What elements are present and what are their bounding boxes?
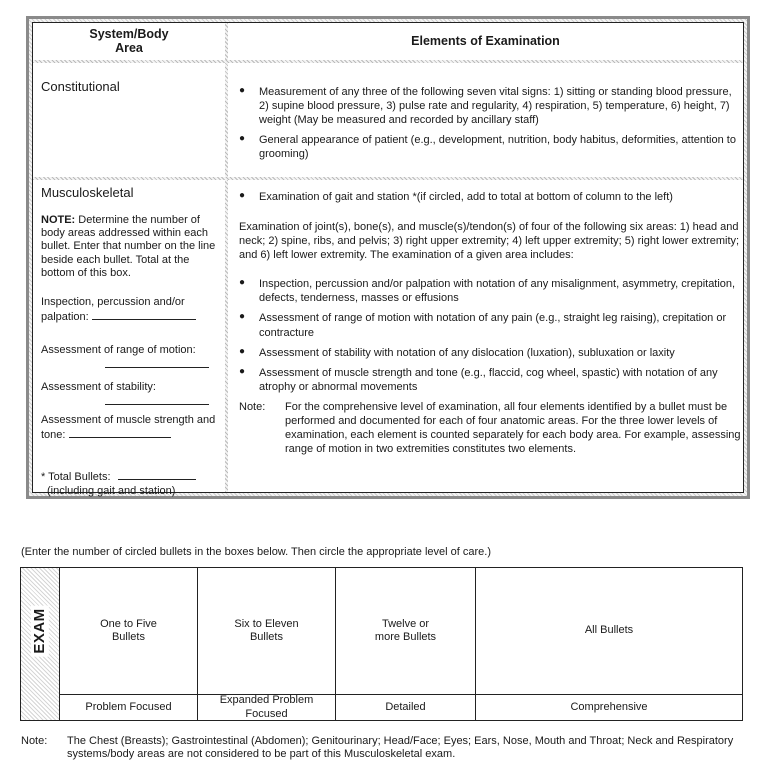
system-title-musculoskeletal: Musculoskeletal <box>41 185 134 200</box>
column-divider <box>225 23 228 492</box>
row-divider <box>33 177 743 180</box>
musculoskeletal-note <box>41 214 219 280</box>
field-total-bullets <box>41 470 221 499</box>
field-stability <box>41 381 221 410</box>
note-label: Note: <box>239 400 266 413</box>
field-inspection <box>41 296 221 325</box>
count-box-six-to-eleven[interactable]: Six to Eleven Bullets <box>234 617 299 643</box>
blank-line[interactable] <box>118 470 196 480</box>
count-box-one-to-five[interactable]: One to Five Bullets <box>100 617 157 643</box>
note-text: For the comprehensive level of examination, all four elements identified by a bullet must be performed and documented for each of four anatomic areas. For the three lower levels of examination, each element is counted separately for each body area. For example, assessing range of motion in two extremities constitutes two elements. <box>285 400 741 456</box>
bullet-general-appearance: ● General appearance of patient (e.g., development, nutrition, body habitus, deformities, attention to grooming) <box>239 133 743 161</box>
exam-elements-table-inner <box>32 22 744 497</box>
system-title-constitutional: Constitutional <box>41 79 120 94</box>
bullet-stability: ● Assessment of stability with notation of any dislocation (luxation), subluxation or laxity <box>239 346 743 360</box>
constitutional-elements <box>239 85 743 167</box>
note-text: Determine the number of body areas addressed within each bullet. Enter that number on the line beside each bullet. Total at the bottom of this box. <box>41 214 216 279</box>
field-label: Assessment of range of motion: <box>41 344 196 356</box>
field-muscle-strength <box>41 414 221 443</box>
blank-line[interactable] <box>105 395 209 405</box>
level-comprehensive[interactable]: Comprehensive <box>570 700 648 713</box>
header-divider <box>33 60 743 63</box>
musculoskeletal-elements <box>239 190 743 456</box>
blank-line[interactable] <box>69 428 171 438</box>
blank-line[interactable] <box>92 310 196 320</box>
bullet-vital-signs: ● Measurement of any three of the following seven vital signs: 1) sitting or standing blood pressure, 2) supine blood pressure, 3) pulse rate and regularity, 4) respiration, 5) temperature, 6) height, 7) weight (May be measured and recorded by ancillary staff) <box>239 85 743 127</box>
total-sublabel: (including gait and station) <box>47 484 176 497</box>
field-range-of-motion <box>41 344 221 373</box>
field-label: Assessment of stability: <box>41 381 156 393</box>
field-label: Assessment of muscle strength and tone: <box>41 414 216 441</box>
exam-label: EXAM <box>31 605 49 656</box>
instruction-text: (Enter the number of circled bullets in the boxes below. Then circle the appropriate level of care.) <box>21 546 491 558</box>
level-detailed[interactable]: Detailed <box>385 700 426 713</box>
bullet-muscle-strength: ● Assessment of muscle strength and tone (e.g., flaccid, cog wheel, spastic) with notation of any atrophy or abnormal movements <box>239 366 743 394</box>
header-elements-of-examination: Elements of Examination <box>411 33 560 48</box>
footnote <box>21 735 761 762</box>
bullet-gait-station: ● Examination of gait and station *(if circled, add to total at bottom of column to the left) <box>239 190 743 204</box>
level-of-care-grid <box>20 567 743 721</box>
count-box-twelve-or-more[interactable]: Twelve or more Bullets <box>374 617 437 643</box>
bullet-inspection: ● Inspection, percussion and/or palpation with notation of any misalignment, asymmetry, crepitation, defects, tenderness, masses or effusions <box>239 277 743 305</box>
level-expanded-problem-focused[interactable]: Expanded Problem Focused <box>219 694 314 720</box>
header-system-body-area: System/Body Area <box>89 26 169 55</box>
note-label: NOTE: <box>41 214 76 226</box>
blank-line[interactable] <box>105 358 209 368</box>
footnote-text: The Chest (Breasts); Gastrointestinal (Abdomen); Genitourinary; Head/Face; Eyes; Ears, Nose, Mouth and Throat; Neck and Respiratory systems/body areas are not considered to be part of this Musculoskeletal exam. <box>67 735 734 761</box>
footnote-label: Note: <box>21 735 48 747</box>
exam-elements-table <box>26 16 750 499</box>
bullet-range-of-motion: ● Assessment of range of motion with notation of any pain (e.g., straight leg raising), crepitation or contracture <box>239 311 743 339</box>
musculoskeletal-intro: Examination of joint(s), bone(s), and muscle(s)/tendon(s) of four of the following six areas: 1) head and neck; 2) spine, ribs, and pelvis; 3) right upper extremity; 4) left upper extremity; 5) right lower extremity; and 6) left lower extremity. The examination of a given area includes: <box>239 221 740 262</box>
exam-label-cell <box>21 568 59 720</box>
field-label: Inspection, percussion and/or palpation: <box>41 296 185 323</box>
total-label: * Total Bullets: <box>41 471 111 483</box>
comprehensive-note <box>239 400 743 456</box>
count-box-all-bullets[interactable]: All Bullets <box>584 624 634 637</box>
level-problem-focused[interactable]: Problem Focused <box>85 700 172 713</box>
